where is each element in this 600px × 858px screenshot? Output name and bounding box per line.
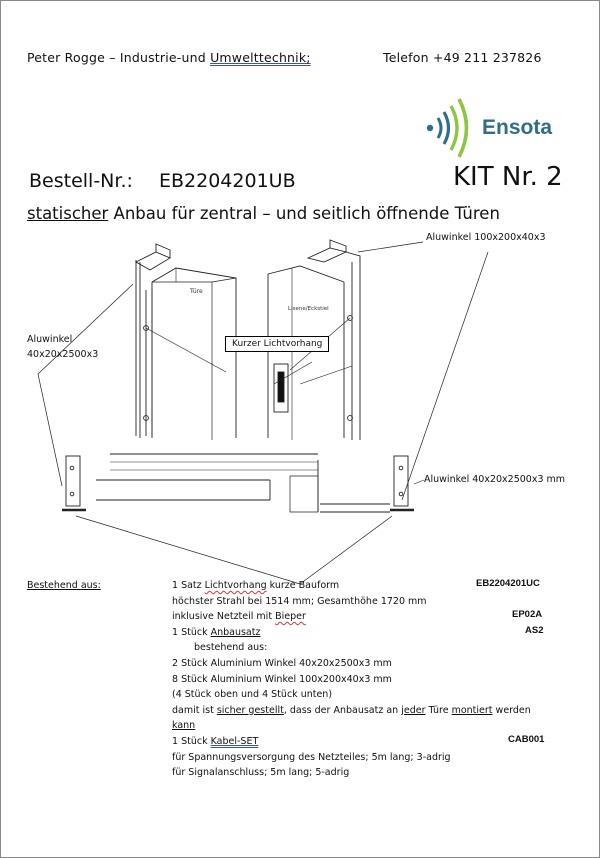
list-item: 1 Stück Kabel-SET bbox=[172, 735, 259, 747]
list-item: 1 Satz Lichtvorhang kurze Bauform bbox=[172, 580, 340, 591]
list-item: 1 Stück Anbausatz bbox=[172, 626, 261, 638]
article-code: EB2204201UC bbox=[476, 578, 540, 589]
label-angle-right: Aluwinkel 40x20x2500x3 mm bbox=[424, 474, 566, 485]
list-item: inklusive Netzteil mit Bieper bbox=[172, 611, 306, 623]
list-item: für Signalanschluss; 5m lang; 5-adrig bbox=[172, 767, 350, 779]
order-label: Bestell-Nr.: bbox=[29, 170, 133, 192]
label-angle-top: Aluwinkel 100x200x40x3 bbox=[426, 232, 546, 243]
article-code: EP02A bbox=[512, 609, 543, 620]
light-curtain-callout: Kurzer Lichtvorhang bbox=[225, 336, 329, 352]
brand-name: Ensota bbox=[482, 116, 553, 139]
label-angle-left-2: 40x20x2500x3 bbox=[27, 349, 99, 360]
order-number: EB2204201UB bbox=[159, 170, 296, 192]
article-code: CAB001 bbox=[508, 734, 545, 745]
label-angle-left-1: Aluwinkel bbox=[27, 334, 73, 345]
list-item: 2 Stück Aluminium Winkel 40x20x2500x3 mm bbox=[172, 657, 392, 669]
door-label: Türe bbox=[190, 288, 203, 295]
frame-label: Lisene/Eckstiel bbox=[288, 306, 329, 312]
list-item: damit ist sicher gestellt, dass der Anbausatz an jeder Türe montiert werden bbox=[172, 704, 531, 716]
company-name: Peter Rogge – Industrie-und bbox=[27, 50, 211, 65]
company-link[interactable]: Umwelttechnik; bbox=[210, 50, 311, 65]
article-code: AS2 bbox=[525, 625, 544, 636]
list-item: 8 Stück Aluminium Winkel 100x200x40x3 mm bbox=[172, 673, 392, 685]
subtitle-highlight: statischer bbox=[27, 204, 109, 223]
list-item: (4 Stück oben und 4 Stück unten) bbox=[172, 689, 333, 701]
list-item: für Spannungsversorgung des Netzteiles; 5m lang; 3-adrig bbox=[172, 751, 451, 763]
kit-number: KIT Nr. 2 bbox=[453, 162, 563, 192]
phone-number: Telefon +49 211 237826 bbox=[383, 50, 542, 65]
list-item: höchster Strahl bei 1514 mm; Gesamthöhe 1720 mm bbox=[172, 595, 427, 607]
subtitle-rest: Anbau für zentral – und seitlich öffnende Türen bbox=[108, 204, 500, 223]
contents-heading: Bestehend aus: bbox=[27, 580, 101, 591]
list-item: bestehend aus: bbox=[194, 642, 268, 654]
list-item: kann bbox=[172, 720, 196, 732]
